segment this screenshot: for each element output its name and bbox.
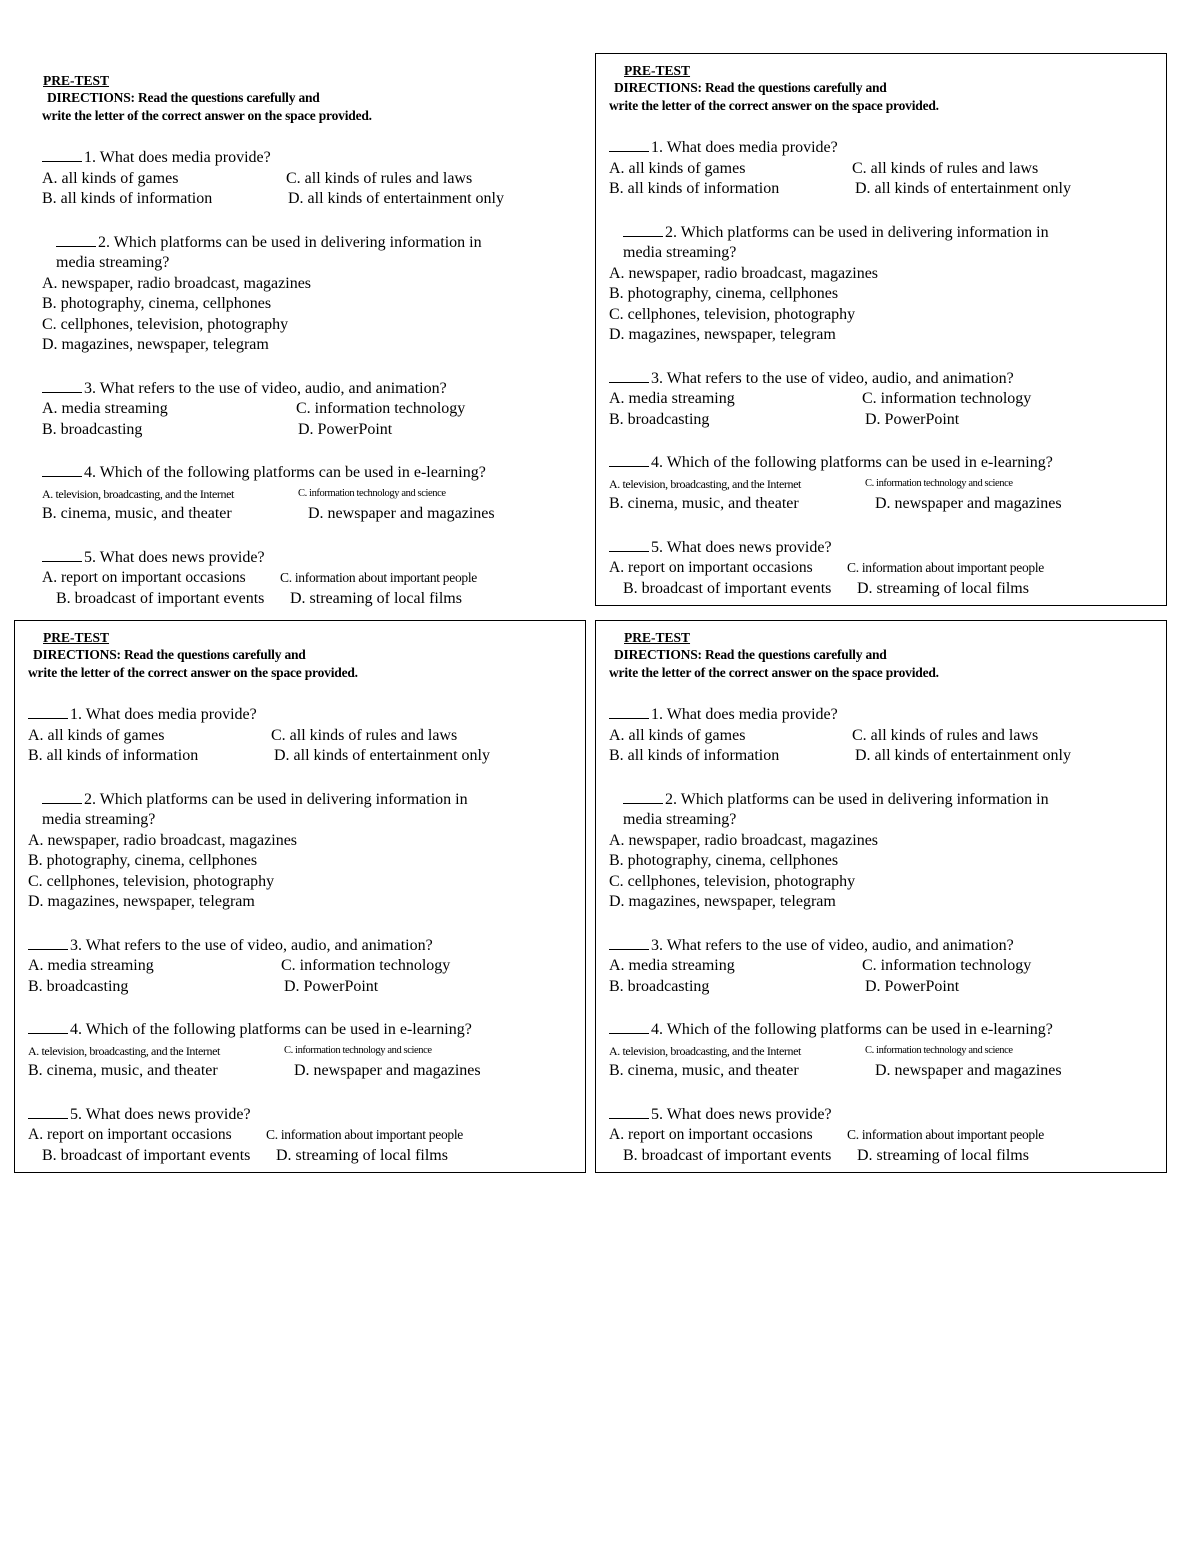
question-stem-continued: media streaming? — [623, 811, 737, 828]
question-1 — [42, 146, 586, 210]
pretest-card — [595, 620, 1167, 1173]
question-stem: 3. What refers to the use of video, audio, and animation? — [84, 379, 447, 397]
option-c: C. information technology and science — [298, 487, 446, 499]
option-a: A. report on important occasions — [609, 1126, 813, 1143]
option-a: A. television, broadcasting, and the Internet — [609, 1043, 801, 1058]
option-a: A. report on important occasions — [28, 1126, 232, 1143]
question-1 — [609, 136, 1166, 200]
pretest-card — [595, 53, 1167, 606]
question-3 — [609, 934, 1166, 998]
option-d: D. all kinds of entertainment only — [855, 747, 1071, 764]
pretest-card — [14, 60, 586, 608]
answer-blank[interactable] — [609, 703, 649, 719]
option-a: A. media streaming — [609, 390, 735, 407]
option-d: D. all kinds of entertainment only — [274, 747, 490, 764]
option-a: A. all kinds of games — [28, 726, 165, 744]
option-b: B. photography, cinema, cellphones — [609, 285, 839, 302]
answer-blank[interactable] — [28, 934, 68, 950]
directions-line-1: DIRECTIONS: Read the questions carefully and — [33, 647, 306, 662]
option-c: C. information technology — [281, 957, 451, 974]
option-d: D. streaming of local films — [857, 579, 1029, 597]
question-1 — [28, 703, 585, 767]
option-d: D. all kinds of entertainment only — [855, 180, 1071, 197]
option-b: B. cinema, music, and theater — [28, 1062, 218, 1079]
option-b: B. all kinds of information — [609, 180, 780, 197]
option-d: D. PowerPoint — [284, 977, 379, 995]
option-b: B. photography, cinema, cellphones — [609, 852, 839, 869]
question-stem: 5. What does news provide? — [84, 548, 265, 566]
option-d: D. PowerPoint — [865, 410, 960, 428]
pretest-card — [14, 620, 586, 1173]
question-4 — [609, 1018, 1166, 1082]
question-stem-continued: media streaming? — [56, 254, 170, 271]
question-stem: 2. Which platforms can be used in delivering information in — [665, 790, 1049, 808]
answer-blank[interactable] — [609, 934, 649, 950]
option-c: C. information about important people — [847, 560, 1044, 575]
question-2 — [609, 788, 1166, 913]
option-b: B. all kinds of information — [609, 747, 780, 764]
question-4 — [609, 451, 1166, 515]
directions-line-2: write the letter of the correct answer on the space provided. — [609, 665, 939, 680]
option-a: A. media streaming — [28, 957, 154, 974]
option-b: B. all kinds of information — [28, 747, 199, 764]
answer-blank[interactable] — [42, 546, 82, 562]
option-b: B. broadcast of important events — [56, 589, 265, 607]
option-a: A. newspaper, radio broadcast, magazines — [28, 831, 298, 849]
option-c: C. all kinds of rules and laws — [271, 726, 458, 744]
answer-blank[interactable] — [28, 1103, 68, 1119]
option-d: D. all kinds of entertainment only — [288, 190, 504, 207]
question-2 — [28, 788, 585, 913]
option-a: A. television, broadcasting, and the Internet — [609, 476, 801, 491]
option-c: C. information technology and science — [865, 477, 1013, 489]
question-2 — [42, 231, 586, 356]
option-d: D. PowerPoint — [298, 420, 393, 438]
option-b: B. cinema, music, and theater — [609, 1062, 799, 1079]
option-d: D. streaming of local films — [290, 589, 462, 607]
option-d: D. streaming of local films — [276, 1146, 448, 1164]
option-d: D. newspaper and magazines — [294, 1062, 481, 1079]
question-stem: 1. What does media provide? — [651, 706, 838, 723]
option-a: A. newspaper, radio broadcast, magazines — [609, 831, 879, 849]
answer-blank[interactable] — [609, 1018, 649, 1034]
question-stem: 2. Which platforms can be used in delivering information in — [665, 223, 1049, 241]
answer-blank[interactable] — [28, 703, 68, 719]
option-d: D. magazines, newspaper, telegram — [609, 326, 836, 343]
question-stem: 1. What does media provide? — [84, 149, 271, 166]
option-d: D. streaming of local films — [857, 1146, 1029, 1164]
option-b: B. broadcast of important events — [42, 1146, 251, 1164]
question-stem: 1. What does media provide? — [70, 706, 257, 723]
question-2 — [609, 221, 1166, 346]
directions-line-2: write the letter of the correct answer on the space provided. — [28, 665, 358, 680]
option-b: B. all kinds of information — [42, 190, 213, 207]
question-5 — [28, 1103, 585, 1167]
option-c: C. cellphones, television, photography — [609, 305, 856, 323]
option-c: C. information technology — [862, 957, 1032, 974]
option-d: D. PowerPoint — [865, 977, 960, 995]
option-a: A. television, broadcasting, and the Internet — [42, 486, 234, 501]
option-a: A. all kinds of games — [609, 726, 746, 744]
answer-blank[interactable] — [28, 1018, 68, 1034]
option-c: C. information technology — [862, 390, 1032, 407]
option-b: B. broadcasting — [42, 420, 143, 438]
answer-blank[interactable] — [609, 451, 649, 467]
pretest-title: PRE-TEST — [43, 73, 110, 88]
option-b: B. photography, cinema, cellphones — [28, 852, 258, 869]
answer-blank[interactable] — [42, 788, 82, 804]
question-3 — [28, 934, 585, 998]
option-c: C. information technology — [296, 400, 466, 417]
option-b: B. photography, cinema, cellphones — [42, 295, 272, 312]
question-stem: 3. What refers to the use of video, audio, and animation? — [651, 369, 1014, 387]
option-a: A. newspaper, radio broadcast, magazines — [42, 274, 312, 292]
question-stem: 4. Which of the following platforms can be used in e-learning? — [84, 464, 486, 481]
option-c: C. information about important people — [266, 1127, 463, 1142]
directions-line-1: DIRECTIONS: Read the questions carefully and — [614, 80, 887, 95]
question-stem: 2. Which platforms can be used in delivering information in — [98, 233, 482, 251]
pretest-title: PRE-TEST — [624, 63, 691, 78]
question-stem: 5. What does news provide? — [70, 1105, 251, 1123]
question-5 — [42, 546, 586, 610]
option-a: A. media streaming — [42, 400, 168, 417]
option-d: D. magazines, newspaper, telegram — [609, 893, 836, 910]
answer-blank[interactable] — [609, 367, 649, 383]
pretest-title: PRE-TEST — [624, 630, 691, 645]
pretest-title: PRE-TEST — [43, 630, 110, 645]
question-3 — [42, 377, 586, 441]
option-a: A. media streaming — [609, 957, 735, 974]
card-content — [28, 629, 585, 1166]
question-5 — [609, 536, 1166, 600]
option-b: B. broadcasting — [28, 977, 129, 995]
answer-blank[interactable] — [42, 461, 82, 477]
directions-line-2: write the letter of the correct answer on the space provided. — [609, 98, 939, 113]
option-b: B. broadcast of important events — [623, 1146, 832, 1164]
question-5 — [609, 1103, 1166, 1167]
option-a: A. report on important occasions — [42, 569, 246, 586]
question-stem-continued: media streaming? — [42, 811, 156, 828]
question-stem: 5. What does news provide? — [651, 1105, 832, 1123]
question-1 — [609, 703, 1166, 767]
answer-blank[interactable] — [42, 146, 82, 162]
answer-blank[interactable] — [56, 231, 96, 247]
option-b: B. broadcasting — [609, 977, 710, 995]
card-content — [609, 629, 1166, 1166]
question-stem: 1. What does media provide? — [651, 139, 838, 156]
card-content — [609, 62, 1166, 599]
option-c: C. information about important people — [847, 1127, 1044, 1142]
answer-blank[interactable] — [609, 136, 649, 152]
question-stem: 4. Which of the following platforms can be used in e-learning? — [651, 1021, 1053, 1038]
question-stem: 4. Which of the following platforms can be used in e-learning? — [70, 1021, 472, 1038]
directions-line-1: DIRECTIONS: Read the questions carefully and — [614, 647, 887, 662]
directions-line-1: DIRECTIONS: Read the questions carefully and — [47, 90, 320, 105]
question-stem: 3. What refers to the use of video, audio, and animation? — [70, 936, 433, 954]
question-stem: 5. What does news provide? — [651, 538, 832, 556]
option-a: A. newspaper, radio broadcast, magazines — [609, 264, 879, 282]
option-c: C. cellphones, television, photography — [42, 315, 289, 333]
question-3 — [609, 367, 1166, 431]
question-4 — [42, 461, 586, 525]
answer-blank[interactable] — [623, 788, 663, 804]
option-c: C. information about important people — [280, 570, 477, 585]
question-stem: 2. Which platforms can be used in delivering information in — [84, 790, 468, 808]
answer-blank[interactable] — [42, 377, 82, 393]
question-stem: 3. What refers to the use of video, audio, and animation? — [651, 936, 1014, 954]
option-a: A. all kinds of games — [609, 159, 746, 177]
option-c: C. information technology and science — [865, 1044, 1013, 1056]
card-content — [42, 72, 586, 609]
option-d: D. magazines, newspaper, telegram — [42, 336, 269, 353]
answer-blank[interactable] — [609, 1103, 649, 1119]
option-d: D. newspaper and magazines — [308, 505, 495, 522]
option-a: A. report on important occasions — [609, 559, 813, 576]
question-stem: 4. Which of the following platforms can be used in e-learning? — [651, 454, 1053, 471]
answer-blank[interactable] — [609, 536, 649, 552]
option-a: A. television, broadcasting, and the Internet — [28, 1043, 220, 1058]
directions-line-2: write the letter of the correct answer on the space provided. — [42, 108, 372, 123]
option-b: B. broadcasting — [609, 410, 710, 428]
option-a: A. all kinds of games — [42, 169, 179, 187]
option-d: D. magazines, newspaper, telegram — [28, 893, 255, 910]
option-c: C. cellphones, television, photography — [609, 872, 856, 890]
option-b: B. cinema, music, and theater — [609, 495, 799, 512]
option-d: D. newspaper and magazines — [875, 495, 1062, 512]
question-stem-continued: media streaming? — [623, 244, 737, 261]
option-b: B. broadcast of important events — [623, 579, 832, 597]
option-c: C. all kinds of rules and laws — [286, 169, 473, 187]
question-4 — [28, 1018, 585, 1082]
option-b: B. cinema, music, and theater — [42, 505, 232, 522]
option-c: C. all kinds of rules and laws — [852, 159, 1039, 177]
answer-blank[interactable] — [623, 221, 663, 237]
option-d: D. newspaper and magazines — [875, 1062, 1062, 1079]
option-c: C. cellphones, television, photography — [28, 872, 275, 890]
option-c: C. all kinds of rules and laws — [852, 726, 1039, 744]
option-c: C. information technology and science — [284, 1044, 432, 1056]
